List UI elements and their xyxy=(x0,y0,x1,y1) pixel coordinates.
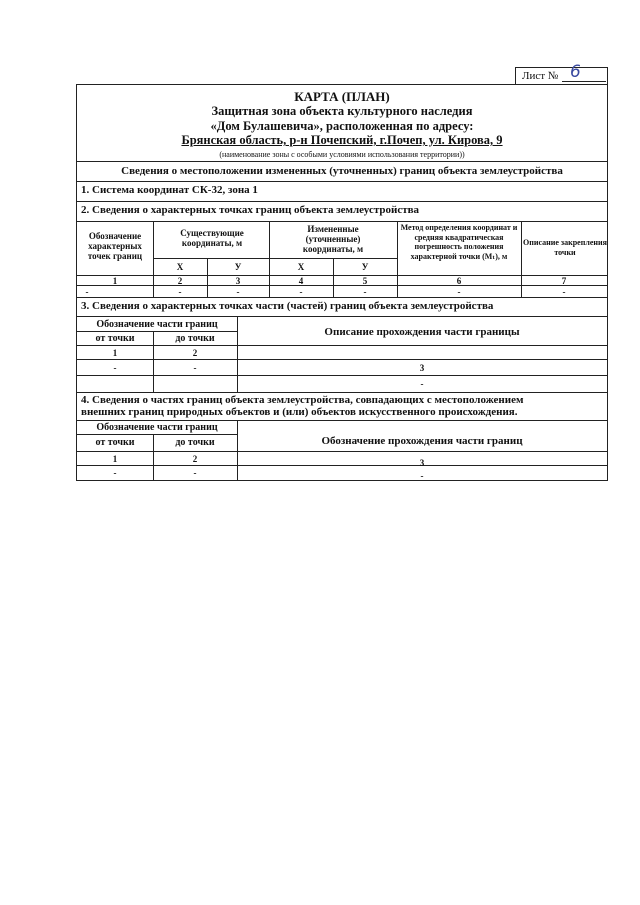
rule xyxy=(77,161,607,162)
rule xyxy=(77,392,607,393)
rule xyxy=(77,297,607,298)
parts-header: Обозначение части границ xyxy=(96,319,218,330)
rule xyxy=(77,316,607,317)
sheet-label: Лист № xyxy=(522,70,559,82)
col-y-changed: У xyxy=(361,262,369,272)
rule xyxy=(77,181,607,182)
section4-title-line1: 4. Сведения о частях границ объекта землеустройства, совпадающих с местоположением xyxy=(81,394,524,406)
parts-header: Обозначение части границ xyxy=(96,422,218,433)
rule xyxy=(77,359,607,360)
col-desc-header: Описание закрепления точки xyxy=(523,238,607,257)
table-cell: - xyxy=(363,287,367,297)
sheet-number-box xyxy=(515,62,608,84)
table-cell: - xyxy=(457,287,461,297)
rule xyxy=(77,420,607,421)
col-y-existing: У xyxy=(234,262,242,272)
sheet-number-underline xyxy=(562,81,606,82)
table-cell: - xyxy=(562,287,566,297)
zone-note: (наименование зоны с особыми условиями использования территории)) xyxy=(219,150,465,159)
table-cell: - xyxy=(85,287,89,297)
col-number: 3 xyxy=(419,363,425,373)
header-line-2: «Дом Булашевича», расположенная по адресу: xyxy=(210,119,474,133)
description-header: Описание прохождения части границы xyxy=(324,326,520,338)
col-number: 3 xyxy=(235,276,241,286)
table-cell: - xyxy=(236,287,240,297)
to-point-header: до точки xyxy=(175,333,215,344)
col-changed-header: Измененные (уточненные) координаты, м xyxy=(302,224,364,254)
table-cell: - xyxy=(113,363,117,373)
table-cell: - xyxy=(193,468,197,478)
col-number: 2 xyxy=(192,454,198,464)
section4-title-line2: внешних границ природных объектов и (или) объектов искусственного происхождения. xyxy=(81,406,518,418)
col-x-existing: X xyxy=(176,262,184,272)
rule xyxy=(77,451,607,452)
table-cell: - xyxy=(113,468,117,478)
section3-title: 3. Сведения о характерных точках части (частей) границ объекта землеустройства xyxy=(81,300,494,312)
description-header: Обозначение прохождения части границ xyxy=(321,435,523,447)
table-cell: - xyxy=(178,287,182,297)
col-method-header: Метод определения координат и средняя квадратическая погрешность положения характерной точки (Mₜ), м xyxy=(400,223,518,261)
col-number: 5 xyxy=(362,276,368,286)
from-point-header: от точки xyxy=(95,333,135,344)
col-number: 1 xyxy=(112,276,118,286)
col-x-changed: X xyxy=(297,262,305,272)
section0-title: Сведения о местоположении измененных (уточненных) границ объекта землеустройства xyxy=(121,165,563,177)
address: Брянская область, р-н Почепский, г.Почеп, ул. Кирова, 9 xyxy=(181,133,503,147)
col-point-header: Обозначение характерных точек границ xyxy=(87,231,143,261)
section1-title: 1. Система координат СК-32, зона 1 xyxy=(81,184,258,196)
table-cell: - xyxy=(420,379,424,389)
col-existing-header: Существующие координаты, м xyxy=(180,228,244,248)
rule xyxy=(153,258,397,259)
map-plan-form xyxy=(76,84,608,481)
col-number: 1 xyxy=(112,348,118,358)
rule xyxy=(77,221,607,222)
table-cell: - xyxy=(299,287,303,297)
rule xyxy=(77,345,607,346)
section2-title: 2. Сведения о характерных точках границ объекта землеустройства xyxy=(81,204,420,216)
col-number: 1 xyxy=(112,454,118,464)
col-number: 2 xyxy=(177,276,183,286)
rule xyxy=(77,331,237,332)
table-cell: - xyxy=(420,471,424,481)
page-title: КАРТА (ПЛАН) xyxy=(294,89,390,104)
from-point-header: от точки xyxy=(95,437,135,448)
col-number: 7 xyxy=(561,276,567,286)
rule xyxy=(77,434,237,435)
col-number: 4 xyxy=(298,276,304,286)
rule xyxy=(77,375,607,376)
sheet-number: 6 xyxy=(570,62,581,82)
to-point-header: до точки xyxy=(175,437,215,448)
col-number: 3 xyxy=(419,458,425,468)
col-number: 2 xyxy=(192,348,198,358)
col-number: 6 xyxy=(456,276,462,286)
table-cell: - xyxy=(193,363,197,373)
rule xyxy=(77,201,607,202)
header-line-1: Защитная зона объекта культурного наследия xyxy=(211,104,473,118)
